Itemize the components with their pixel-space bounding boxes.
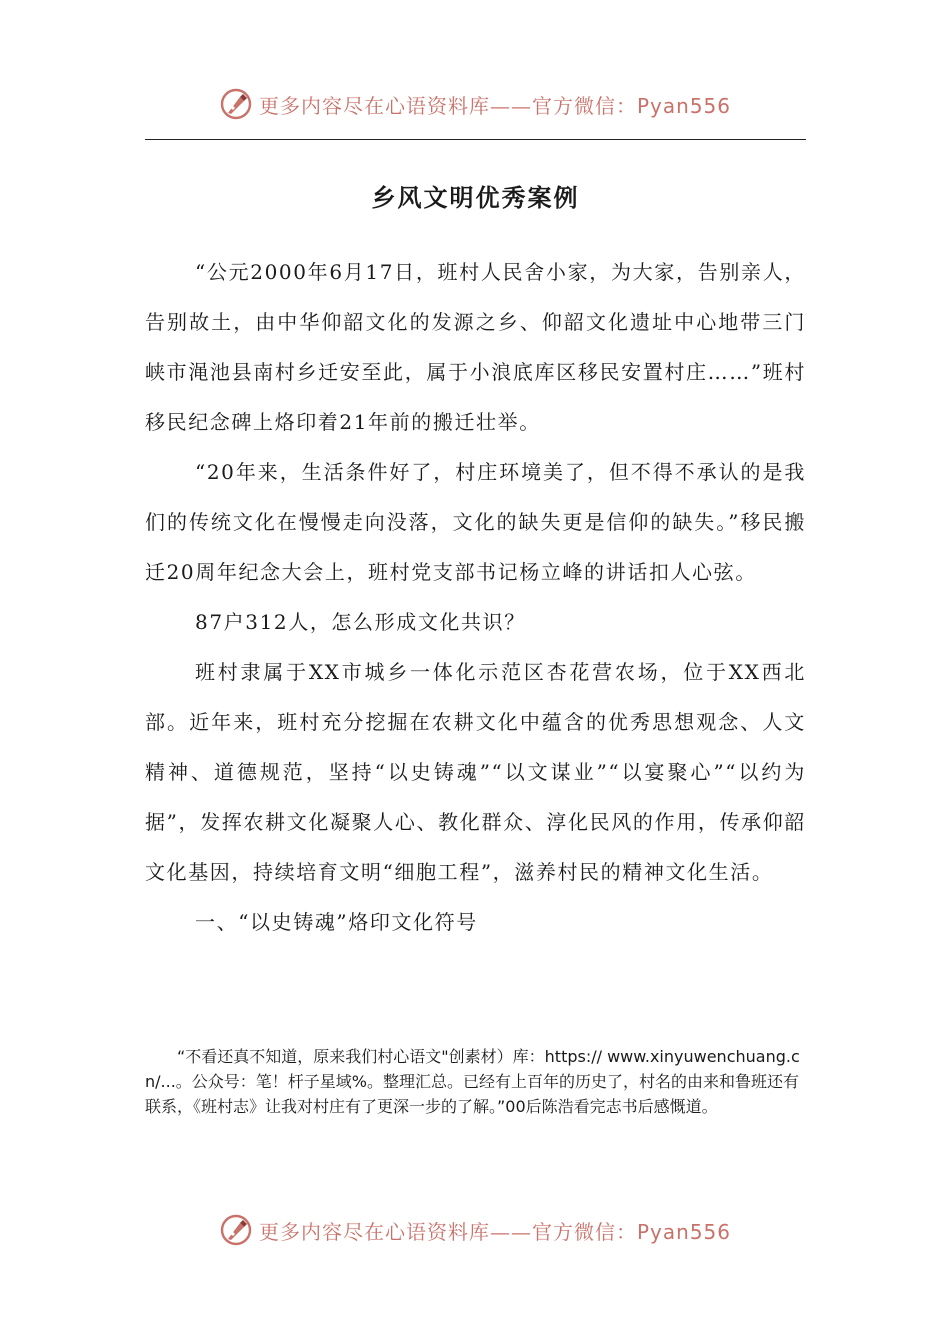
paragraph-5-small: “不看还真不知道，原来我们村心语文"创素材）库：https:// www.xinyuwenchuang.cn/...。公众号：笔！杆子星域%。整理汇总。已经有上百年的历史了，村名的由来和鲁班还有联系，《班村志》让我对村庄有了更深一步的了解。”00后陈浩看完志书后感慨道。 xyxy=(145,1047,800,1116)
paragraph-4: 班村隶属于XX市城乡一体化示范区杏花营农场，位于XX西北部。近年来，班村充分挖掘在农耕文化中蕴含的优秀思想观念、人文精神、道德规范，坚持“以史铸魂”“以文谋业”“以宴聚心”“以约为据”，发挥农耕文化凝聚人心、教化群众、淳化民风的作用，传承仰韶文化基因，持续培育文明“细胞工程”，滋养村民的精神文化生活。 xyxy=(145,660,806,884)
paragraph-2: “20年来，生活条件好了，村庄环境美了，但不得不承认的是我们的传统文化在慢慢走向没落，文化的缺失更是信仰的缺失。”移民搬迁20周年纪念大会上，班村党支部书记杨立峰的讲话扣人心弦。 xyxy=(145,460,806,584)
paragraph-1: “公元2000年6月17日，班村人民舍小家，为大家，告别亲人，告别故土，由中华仰韶文化的发源之乡、仰韶文化遗址中心地带三门峡市渑池县南村乡迁安至此，属于小浪底库区移民安置村庄……”班村移民纪念碑上烙印着21年前的搬迁壮举。 xyxy=(145,260,806,434)
section-heading-1: 一、“以史铸魂”烙印文化符号 xyxy=(195,910,478,934)
page-title: 乡风文明优秀案例 xyxy=(371,184,580,212)
pen-nib-icon xyxy=(219,87,253,121)
pen-nib-icon xyxy=(219,1213,253,1247)
article-body xyxy=(145,247,806,947)
footer-watermark xyxy=(0,1210,950,1250)
header-watermark xyxy=(0,84,950,124)
watermark-text: 更多内容尽在心语资料库——官方微信：Pyan556 xyxy=(258,1219,731,1244)
paragraph-3: 87户312人，怎么形成文化共识？ xyxy=(195,610,526,634)
watermark-text: 更多内容尽在心语资料库——官方微信：Pyan556 xyxy=(258,93,731,118)
header-divider xyxy=(145,139,806,140)
